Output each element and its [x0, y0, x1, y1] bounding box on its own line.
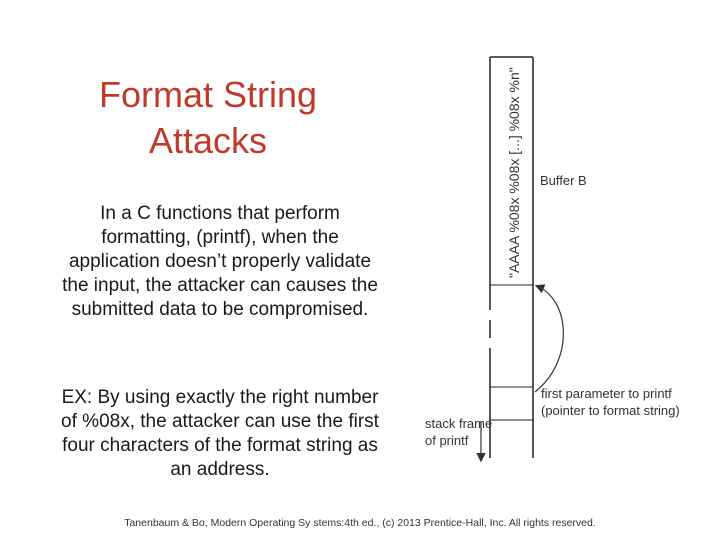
paragraph-line: In a C functions that perform — [100, 203, 340, 224]
paragraph-line: of %08x, the attacker can use the first — [61, 411, 379, 432]
paragraph-line: an address. — [170, 459, 270, 480]
paragraph-line: submitted data to be compromised. — [71, 299, 369, 320]
buffer-string: "AAAA %08x %08x [...] %08x %n" — [506, 67, 522, 278]
footer-citation: Tanenbaum & Bo, Modern Operating Sy stems:4th ed., (c) 2013 Prentice-Hall, Inc. All rights reserved. — [124, 517, 596, 529]
wall-break — [486, 338, 494, 348]
paragraph-line: application doesn’t properly validate — [68, 251, 372, 272]
title-line-2: Attacks — [148, 120, 268, 161]
paragraph-line: the input, the attacker can causes the — [62, 275, 378, 296]
buffer-label: Buffer B — [540, 173, 587, 188]
title-line-1: Format String — [98, 74, 318, 115]
param-label-line2: (pointer to format string) — [541, 403, 680, 418]
wall-break — [486, 310, 494, 320]
paragraph-line: four characters of the format string as — [62, 435, 378, 456]
frame-label-line1: stack frame — [425, 416, 493, 431]
frame-label-line2: of printf — [425, 433, 469, 448]
param-label-line1: first parameter to printf — [541, 386, 672, 401]
paragraph-line: EX: By using exactly the right number — [61, 387, 379, 408]
label-mask — [400, 414, 425, 430]
paragraph-line: formatting, (printf), when the — [101, 227, 339, 248]
pointer-arrow — [535, 286, 563, 392]
